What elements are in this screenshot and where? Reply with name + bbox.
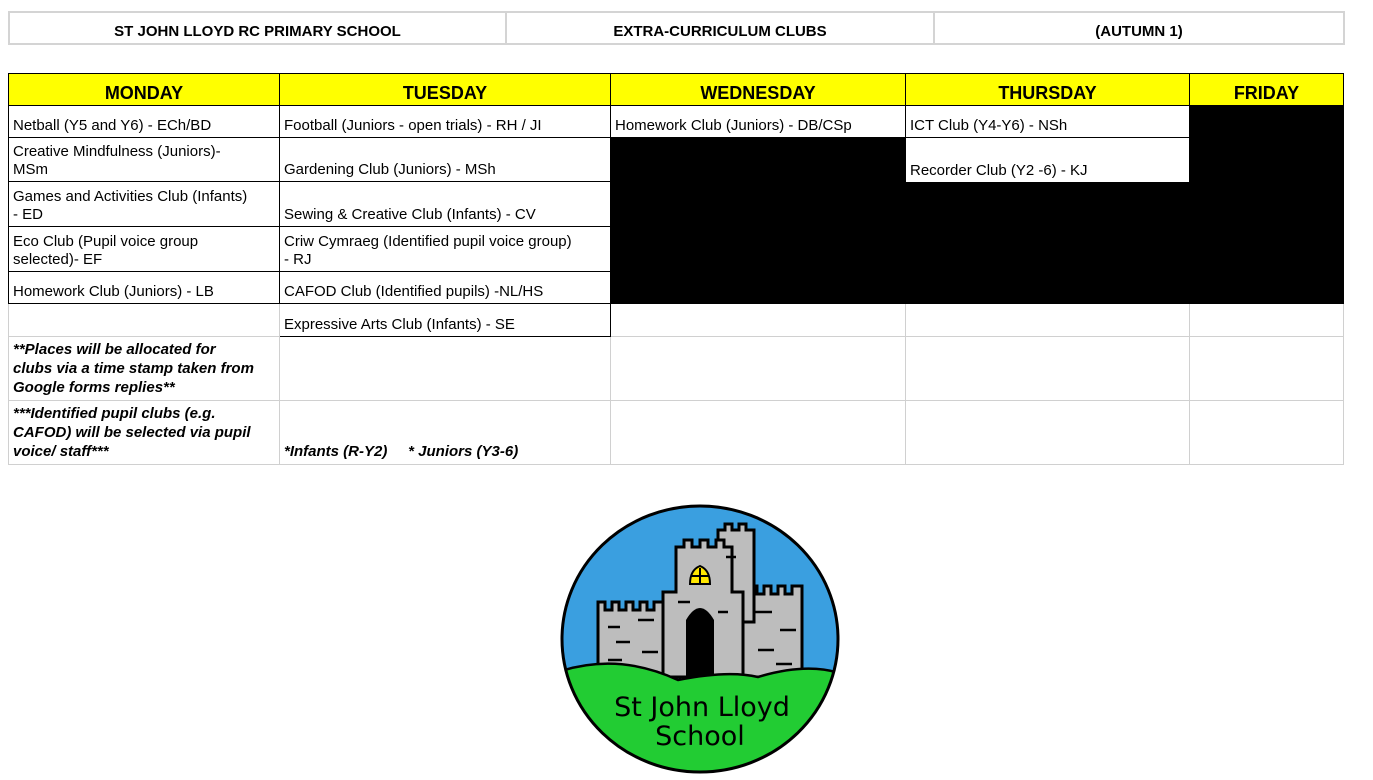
monday-club: Homework Club (Juniors) - LB (8, 272, 280, 304)
wednesday-empty (611, 337, 906, 401)
day-header-tuesday: TUESDAY (280, 73, 611, 106)
wednesday-empty (611, 304, 906, 337)
monday-club: Netball (Y5 and Y6) - ECh/BD (8, 106, 280, 138)
monday-club: Creative Mindfulness (Juniors)- MSm (8, 138, 280, 182)
wednesday-blocked (611, 138, 906, 304)
thursday-empty (906, 304, 1190, 337)
tuesday-club: Criw Cymraeg (Identified pupil voice group) - RJ (280, 227, 611, 272)
school-name: ST JOHN LLOYD RC PRIMARY SCHOOL (10, 13, 507, 43)
thursday-club: Recorder Club (Y2 -6) - KJ (906, 138, 1190, 182)
header-row (8, 11, 1345, 45)
monday-club: Eco Club (Pupil voice group selected)- EF (8, 227, 280, 272)
thursday-blocked (906, 182, 1190, 304)
friday-empty (1190, 337, 1344, 401)
day-header-wednesday: WEDNESDAY (611, 73, 906, 106)
logo-text-line1: St John Lloyd (614, 692, 790, 723)
thursday-club: ICT Club (Y4-Y6) - NSh (906, 106, 1190, 138)
thursday-empty (906, 401, 1190, 465)
tuesday-empty (280, 337, 611, 401)
thursday-empty (906, 337, 1190, 401)
logo-text-line2: School (655, 721, 745, 752)
wednesday-empty (611, 401, 906, 465)
tuesday-club: CAFOD Club (Identified pupils) -NL/HS (280, 272, 611, 304)
friday-blocked (1190, 106, 1344, 304)
tuesday-club: Gardening Club (Juniors) - MSh (280, 138, 611, 182)
monday-club: Games and Activities Club (Infants) - ED (8, 182, 280, 227)
places-note: **Places will be allocated for clubs via a time stamp taken from Google forms replies** (8, 337, 280, 401)
friday-empty (1190, 304, 1344, 337)
school-logo (558, 502, 842, 776)
tuesday-club: Sewing & Creative Club (Infants) - CV (280, 182, 611, 227)
day-header-friday: FRIDAY (1190, 73, 1344, 106)
friday-empty (1190, 401, 1344, 465)
tuesday-club: Football (Juniors - open trials) - RH / JI (280, 106, 611, 138)
tuesday-club: Expressive Arts Club (Infants) - SE (280, 304, 611, 337)
wednesday-club: Homework Club (Juniors) - DB/CSp (611, 106, 906, 138)
day-header-monday: MONDAY (8, 73, 280, 106)
key-note: *Infants (R-Y2) * Juniors (Y3-6) (280, 401, 611, 465)
monday-empty (8, 304, 280, 337)
day-header-thursday: THURSDAY (906, 73, 1190, 106)
identified-note: ***Identified pupil clubs (e.g. CAFOD) will be selected via pupil voice/ staff*** (8, 401, 280, 465)
page-title: EXTRA-CURRICULUM CLUBS (507, 13, 935, 43)
door-icon (686, 608, 714, 677)
clubs-timetable (8, 73, 1344, 465)
term-label: (AUTUMN 1) (1095, 23, 1183, 40)
